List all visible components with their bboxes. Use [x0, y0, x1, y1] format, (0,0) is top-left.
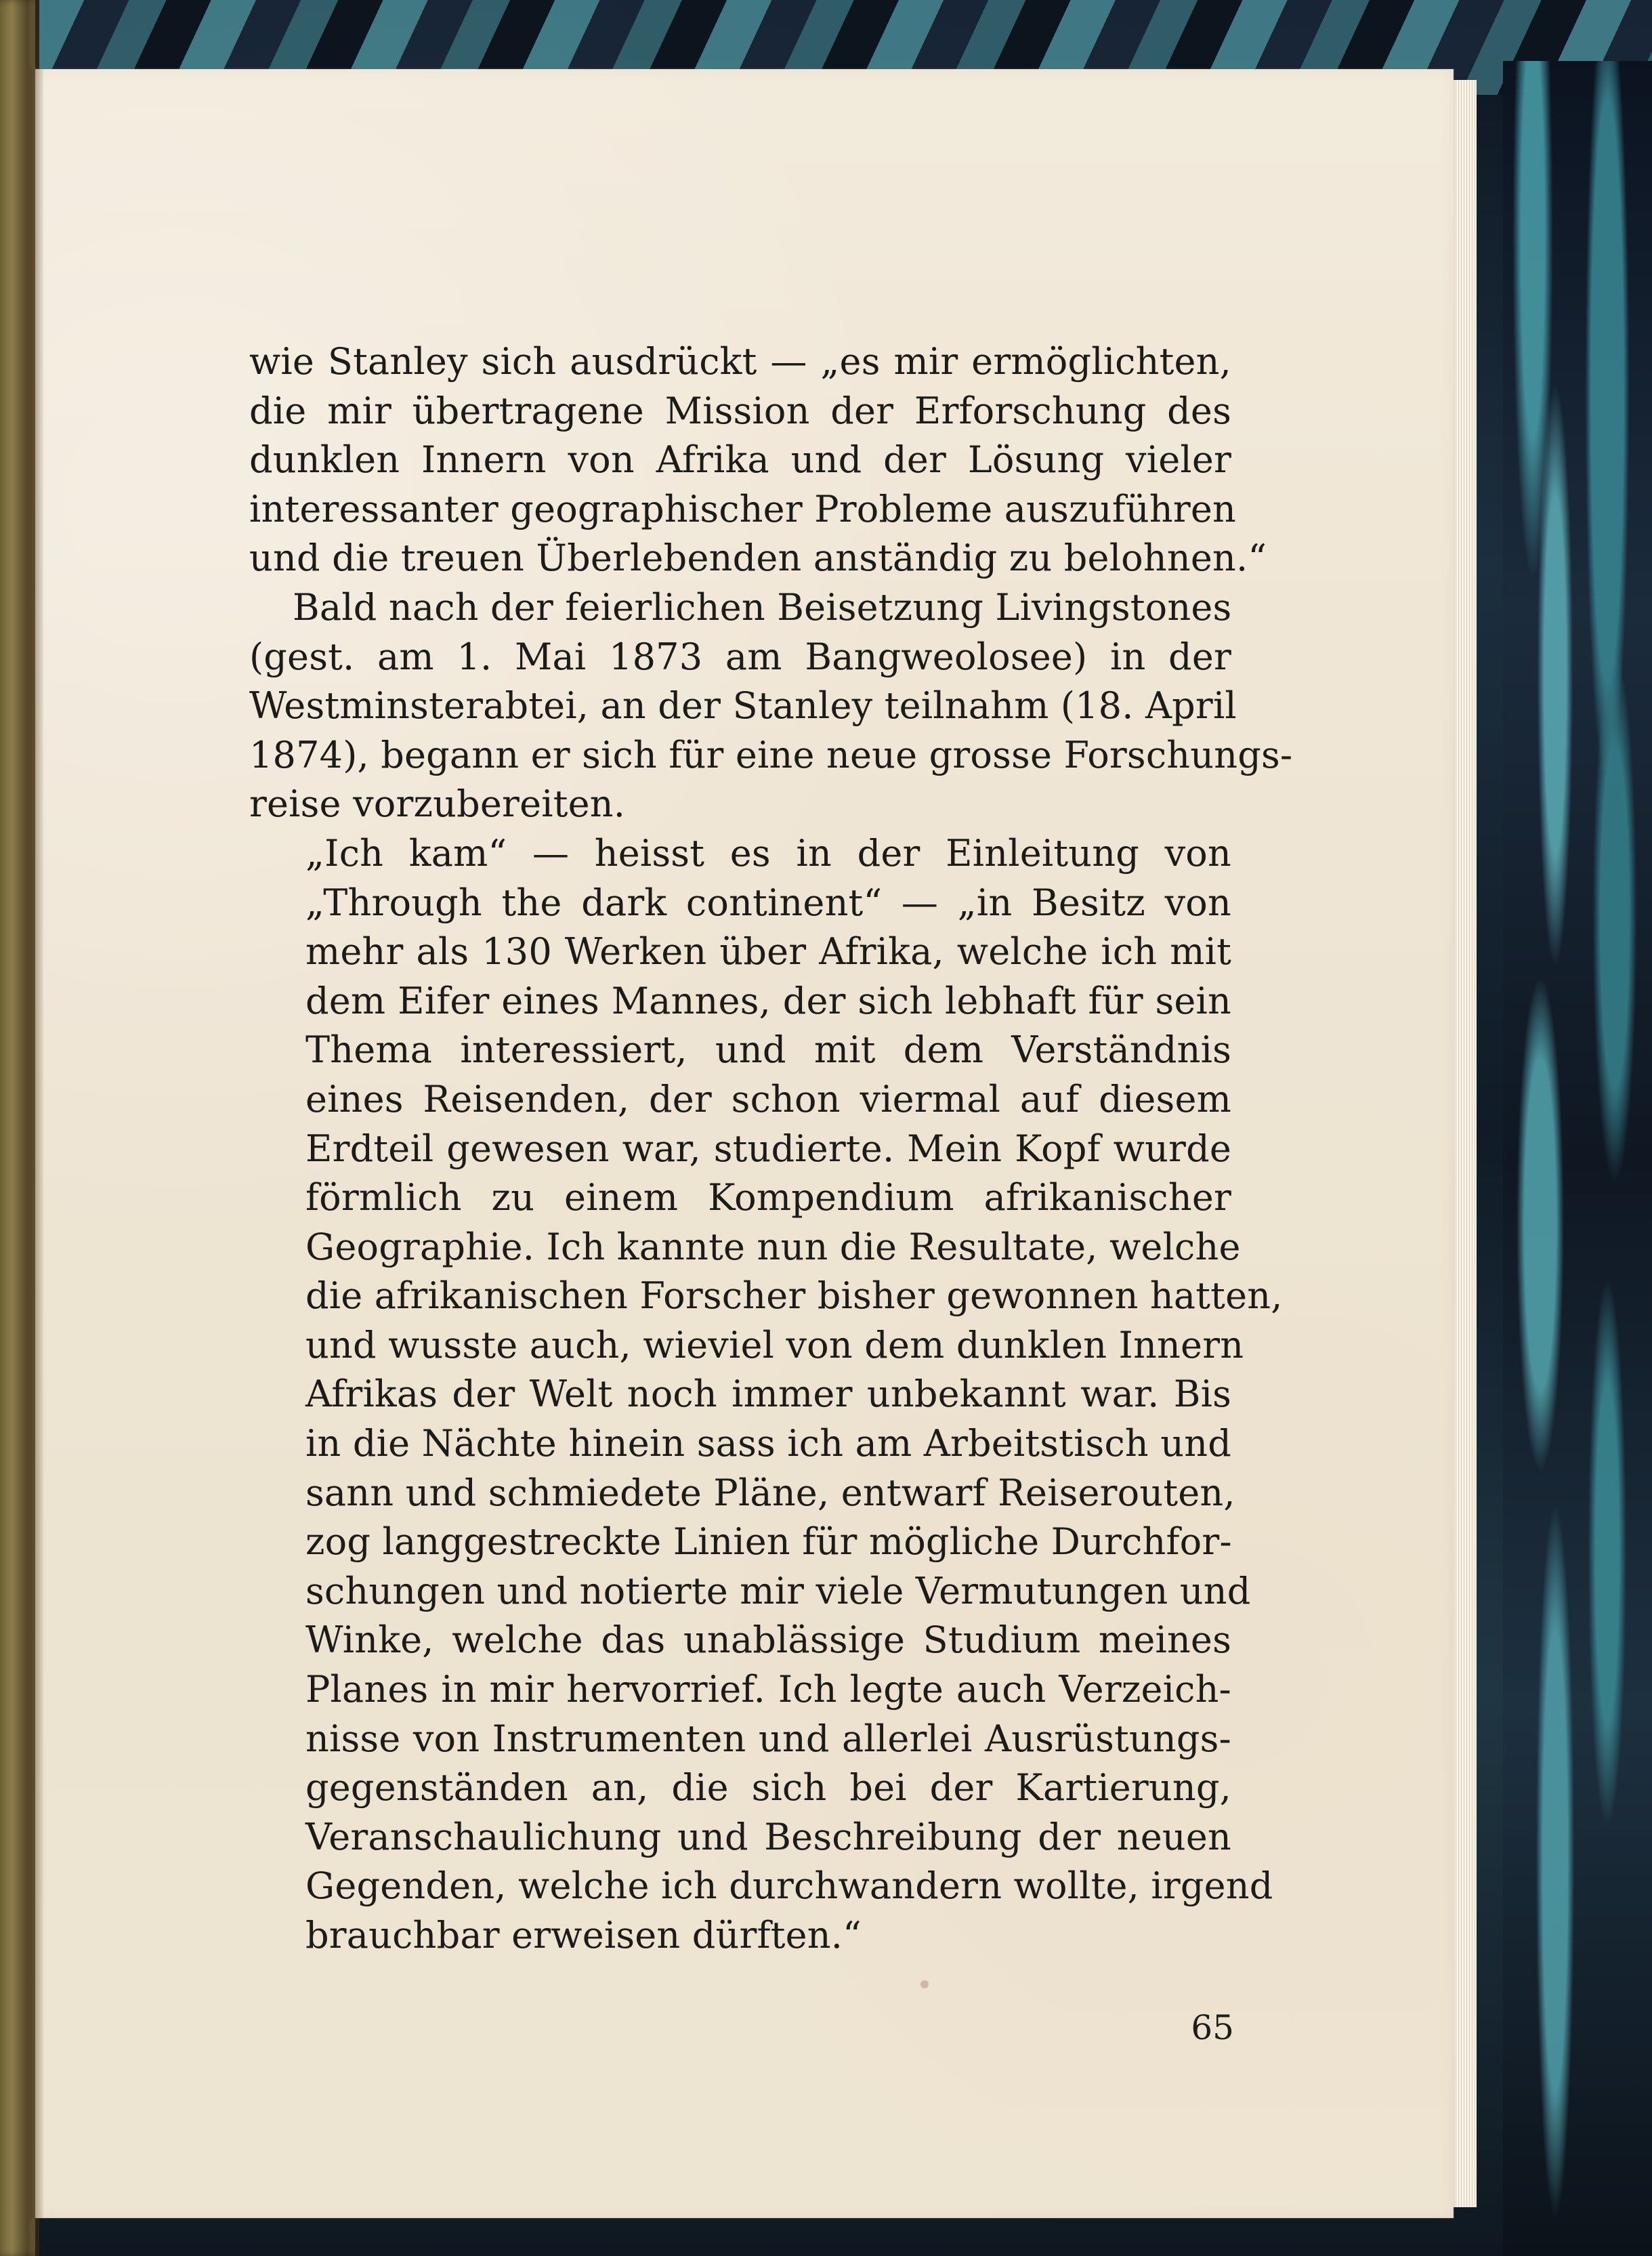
- page-number: 65: [1191, 2008, 1234, 2047]
- text-line: zog langgestreckte Linien für mögliche Durchfor-: [305, 1520, 1232, 1564]
- text-line: (gest. am 1. Mai 1873 am Bangweolosee) in der: [249, 635, 1231, 678]
- page-text-block: [249, 337, 1293, 1961]
- text-line: schungen und notierte mir viele Vermutungen und: [305, 1569, 1251, 1612]
- text-line: „Ich kam“ — heisst es in der Einleitung von: [305, 831, 1231, 875]
- text-line: „Through the dark continent“ — „in Besitz von: [305, 881, 1231, 924]
- text-line: Bald nach der feierlichen Beisetzung Livingstones: [293, 585, 1232, 629]
- text-line: wie Stanley sich ausdrückt — „es mir ermöglichten,: [249, 340, 1231, 383]
- book-page: [35, 69, 1454, 2218]
- text-line: dunklen Innern von Afrika und der Lösung vieler: [249, 438, 1231, 482]
- text-line: interessanter geographischer Probleme auszuführen: [249, 487, 1236, 530]
- text-line: Afrikas der Welt noch immer unbekannt war. Bis: [305, 1373, 1231, 1416]
- text-line: nisse von Instrumenten und allerlei Ausrüstungs-: [305, 1717, 1231, 1760]
- text-line: brauchbar erweisen dürften.“: [305, 1914, 862, 1957]
- text-line: Gegenden, welche ich durchwandern wollte, irgend: [305, 1864, 1273, 1908]
- text-line: reise vorzubereiten.: [249, 782, 626, 826]
- text-line: Veranschaulichung und Beschreibung der neuen: [305, 1815, 1231, 1858]
- text-line: Geographie. Ich kannte nun die Resultate, welche: [305, 1225, 1241, 1268]
- text-line: und wusste auch, wieviel von dem dunklen Innern: [305, 1323, 1244, 1366]
- page-stack-edge: [1454, 80, 1477, 2207]
- paper-speck: [920, 1980, 929, 1988]
- text-line: förmlich zu einem Kompendium afrikanischer: [305, 1176, 1231, 1219]
- text-line: in die Nächte hinein sass ich am Arbeitstisch und: [305, 1422, 1231, 1465]
- text-line: sann und schmiedete Pläne, entwarf Reiserouten,: [305, 1471, 1235, 1514]
- text-line: dem Eifer eines Mannes, der sich lebhaft für sein: [305, 979, 1231, 1022]
- text-line: eines Reisenden, der schon viermal auf diesem: [305, 1077, 1231, 1121]
- text-line: die mir übertragene Mission der Erforschung des: [249, 389, 1231, 432]
- text-line: Winke, welche das unablässige Studium meines: [305, 1618, 1231, 1662]
- text-line: 1874), begann er sich für eine neue grosse Forschungs-: [249, 733, 1293, 776]
- text-line: die afrikanischen Forscher bisher gewonnen hatten,: [305, 1274, 1283, 1318]
- text-line: Planes in mir hervorrief. Ich legte auch Verzeich-: [305, 1668, 1231, 1711]
- text-line: und die treuen Überlebenden anständig zu belohnen.“: [249, 537, 1267, 580]
- marbled-cover-right: [1503, 61, 1652, 2256]
- text-line: mehr als 130 Werken über Afrika, welche ich mit: [305, 930, 1231, 974]
- text-line: Thema interessiert, und mit dem Verständnis: [305, 1028, 1231, 1072]
- text-line: Westminsterabtei, an der Stanley teilnahm (18. April: [249, 684, 1237, 728]
- text-line: gegenständen an, die sich bei der Kartierung,: [305, 1766, 1231, 1810]
- text-line: Erdteil gewesen war, studierte. Mein Kopf wurde: [305, 1127, 1231, 1170]
